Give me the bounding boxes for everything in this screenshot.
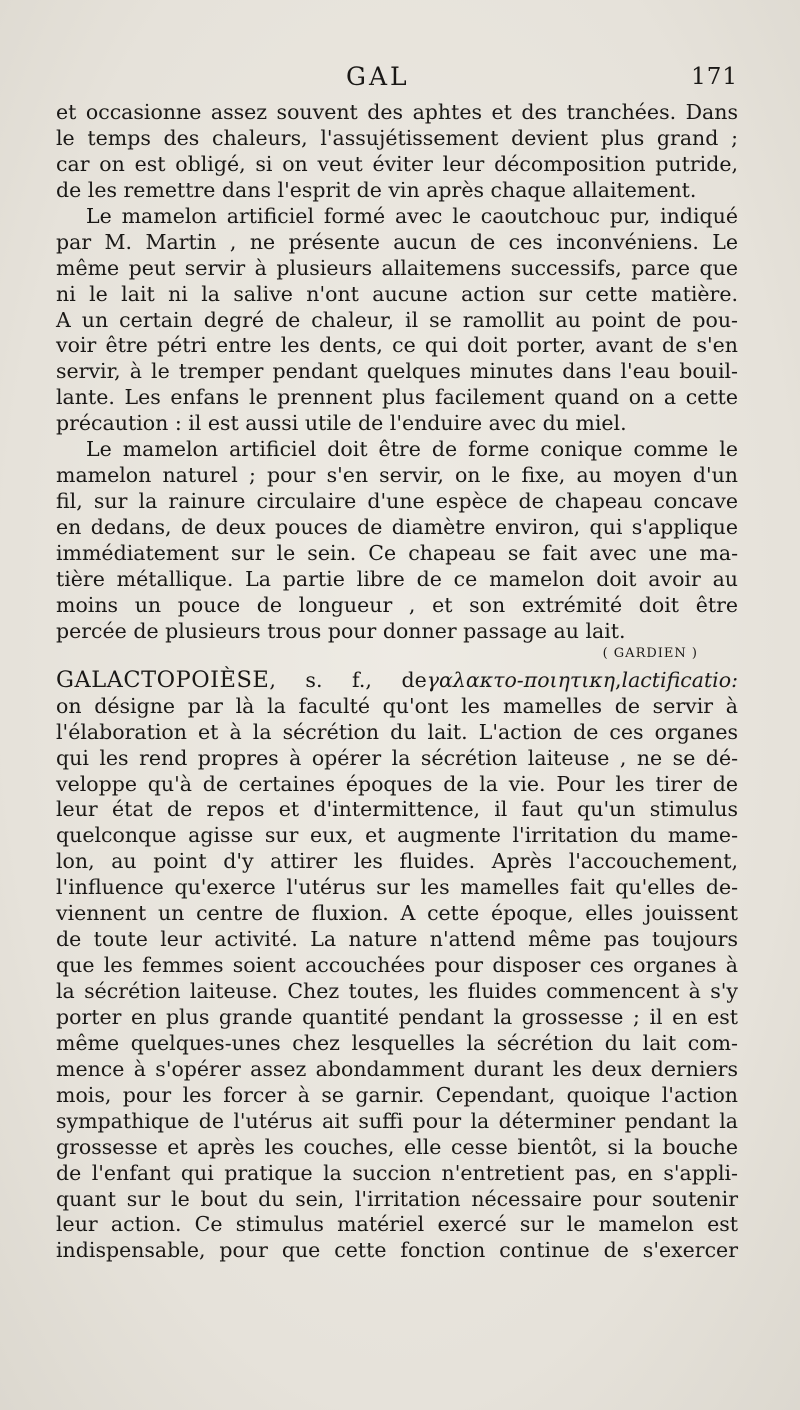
running-head: GAL	[346, 62, 410, 91]
dictionary-entry	[56, 667, 738, 1265]
text-line: ni le lait ni la salive n'ont aucune action sur cette matière.	[56, 281, 738, 306]
text-line: moins un pouce de longueur , et son extrémité doit être	[56, 592, 738, 617]
page-number: 171	[691, 64, 738, 90]
text-line: l'élaboration et à la sécrétion du lait. L'action de ces organes	[56, 719, 738, 744]
text-line: mamelon naturel ; pour s'en servir, on le fixe, au moyen d'un	[56, 463, 738, 488]
entry-greek-etymology: γαλακτο-ποιητικη	[426, 667, 615, 692]
text-line: quelconque agisse sur eux, et augmente l'irritation du mame-	[56, 823, 738, 848]
text-line: en dedans, de deux pouces de diamètre environ, qui s'applique	[56, 515, 738, 539]
entry-headword: GALACTOPOIÈSE	[56, 666, 270, 693]
text-line: grossesse et après les couches, elle cesse bientôt, si la bouche	[56, 1134, 738, 1159]
text-line: Le mamelon artificiel formé avec le caoutchouc pur, indiqué	[86, 203, 738, 228]
text-line: percée de plusieurs trous pour donner passage au lait.	[56, 618, 626, 643]
text-line: de toute leur activité. La nature n'attend même pas toujours	[56, 927, 738, 952]
text-line: la sécrétion laiteuse. Chez toutes, les fluides commencent à s'y	[56, 979, 738, 1003]
text-line: servir, à le tremper pendant quelques minutes dans l'eau bouil-	[56, 359, 738, 384]
paragraph-1	[56, 100, 738, 204]
text-line: A un certain degré de chaleur, il se ramollit au point de pou-	[56, 307, 738, 332]
text-line: lante. Les enfans le prennent plus facilement quand on a cette	[56, 385, 738, 410]
text-line: on désigne par là la faculté qu'ont les mamelles de servir à	[56, 693, 738, 718]
entry-latin-term: lactificatio:	[621, 667, 738, 692]
text-line: Le mamelon artificiel doit être de forme conique comme le	[86, 437, 738, 462]
text-line: mence à s'opérer assez abondamment durant les deux derniers	[56, 1056, 738, 1081]
text-line: leur action. Ce stimulus matériel exercé sur le mamelon est	[56, 1212, 738, 1237]
text-line: car on est obligé, si on veut éviter leur décomposition putride,	[56, 151, 738, 176]
text-line: et occasionne assez souvent des aphtes et des tranchées. Dans	[56, 100, 738, 124]
entry-grammar: , s. f., de	[269, 667, 427, 692]
paragraph-2	[56, 204, 738, 437]
text-line: fil, sur la rainure circulaire d'une espèce de chapeau concave	[56, 489, 738, 514]
text-line: l'influence qu'exerce l'utérus sur les mamelles fait qu'elles de-	[56, 875, 738, 900]
text-line: viennent un centre de fluxion. A cette époque, elles jouissent	[56, 901, 738, 926]
text-line: tière métallique. La partie libre de ce mamelon doit avoir au	[56, 566, 738, 591]
text-line: même peut servir à plusieurs allaitemens successifs, parce que	[56, 255, 738, 280]
text-line: que les femmes soient accouchées pour disposer ces organes à	[56, 953, 738, 978]
page-body	[56, 100, 738, 1264]
text-line: précaution : il est aussi utile de l'enduire avec du miel.	[56, 411, 627, 436]
text-line: sympathique de l'utérus ait suffi pour la déterminer pendant la	[56, 1108, 738, 1133]
text-line: immédiatement sur le sein. Ce chapeau se fait avec une ma-	[56, 540, 738, 565]
paragraph-3	[56, 437, 738, 665]
text-line: le temps des chaleurs, l'assujétissement devient plus grand ;	[56, 125, 738, 150]
author-signature: ( GARDIEN )	[602, 645, 698, 661]
text-line: quant sur le bout du sein, l'irritation nécessaire pour soutenir	[56, 1186, 738, 1211]
text-line: de les remettre dans l'esprit de vin après chaque allaitement.	[56, 177, 697, 202]
text-line: voir être pétri entre les dents, ce qui doit porter, avant de s'en	[56, 333, 738, 358]
entry-heading-line: GALACTOPOIÈSE, s. f., deγαλακτο-ποιητικη,lactificatio:	[56, 666, 738, 693]
text-line: de l'enfant qui pratique la succion n'entretient pas, en s'appli-	[56, 1160, 738, 1185]
text-line: mois, pour les forcer à se garnir. Cependant, quoique l'action	[56, 1082, 738, 1107]
text-line: lon, au point d'y attirer les fluides. Après l'accouchement,	[56, 849, 738, 874]
text-line: porter en plus grande quantité pendant la grossesse ; il en est	[56, 1004, 738, 1029]
text-line: même quelques-unes chez lesquelles la sécrétion du lait com-	[56, 1030, 738, 1055]
text-line: leur état de repos et d'intermittence, il faut qu'un stimulus	[56, 797, 738, 822]
text-line: qui les rend propres à opérer la sécrétion laiteuse , ne se dé-	[56, 745, 738, 770]
text-line: veloppe qu'à de certaines époques de la vie. Pour les tirer de	[56, 771, 738, 796]
text-line: par M. Martin , ne présente aucun de ces inconvéniens. Le	[56, 229, 738, 254]
text-line: indispensable, pour que cette fonction continue de s'exercer	[56, 1238, 738, 1263]
page-header	[56, 62, 738, 94]
